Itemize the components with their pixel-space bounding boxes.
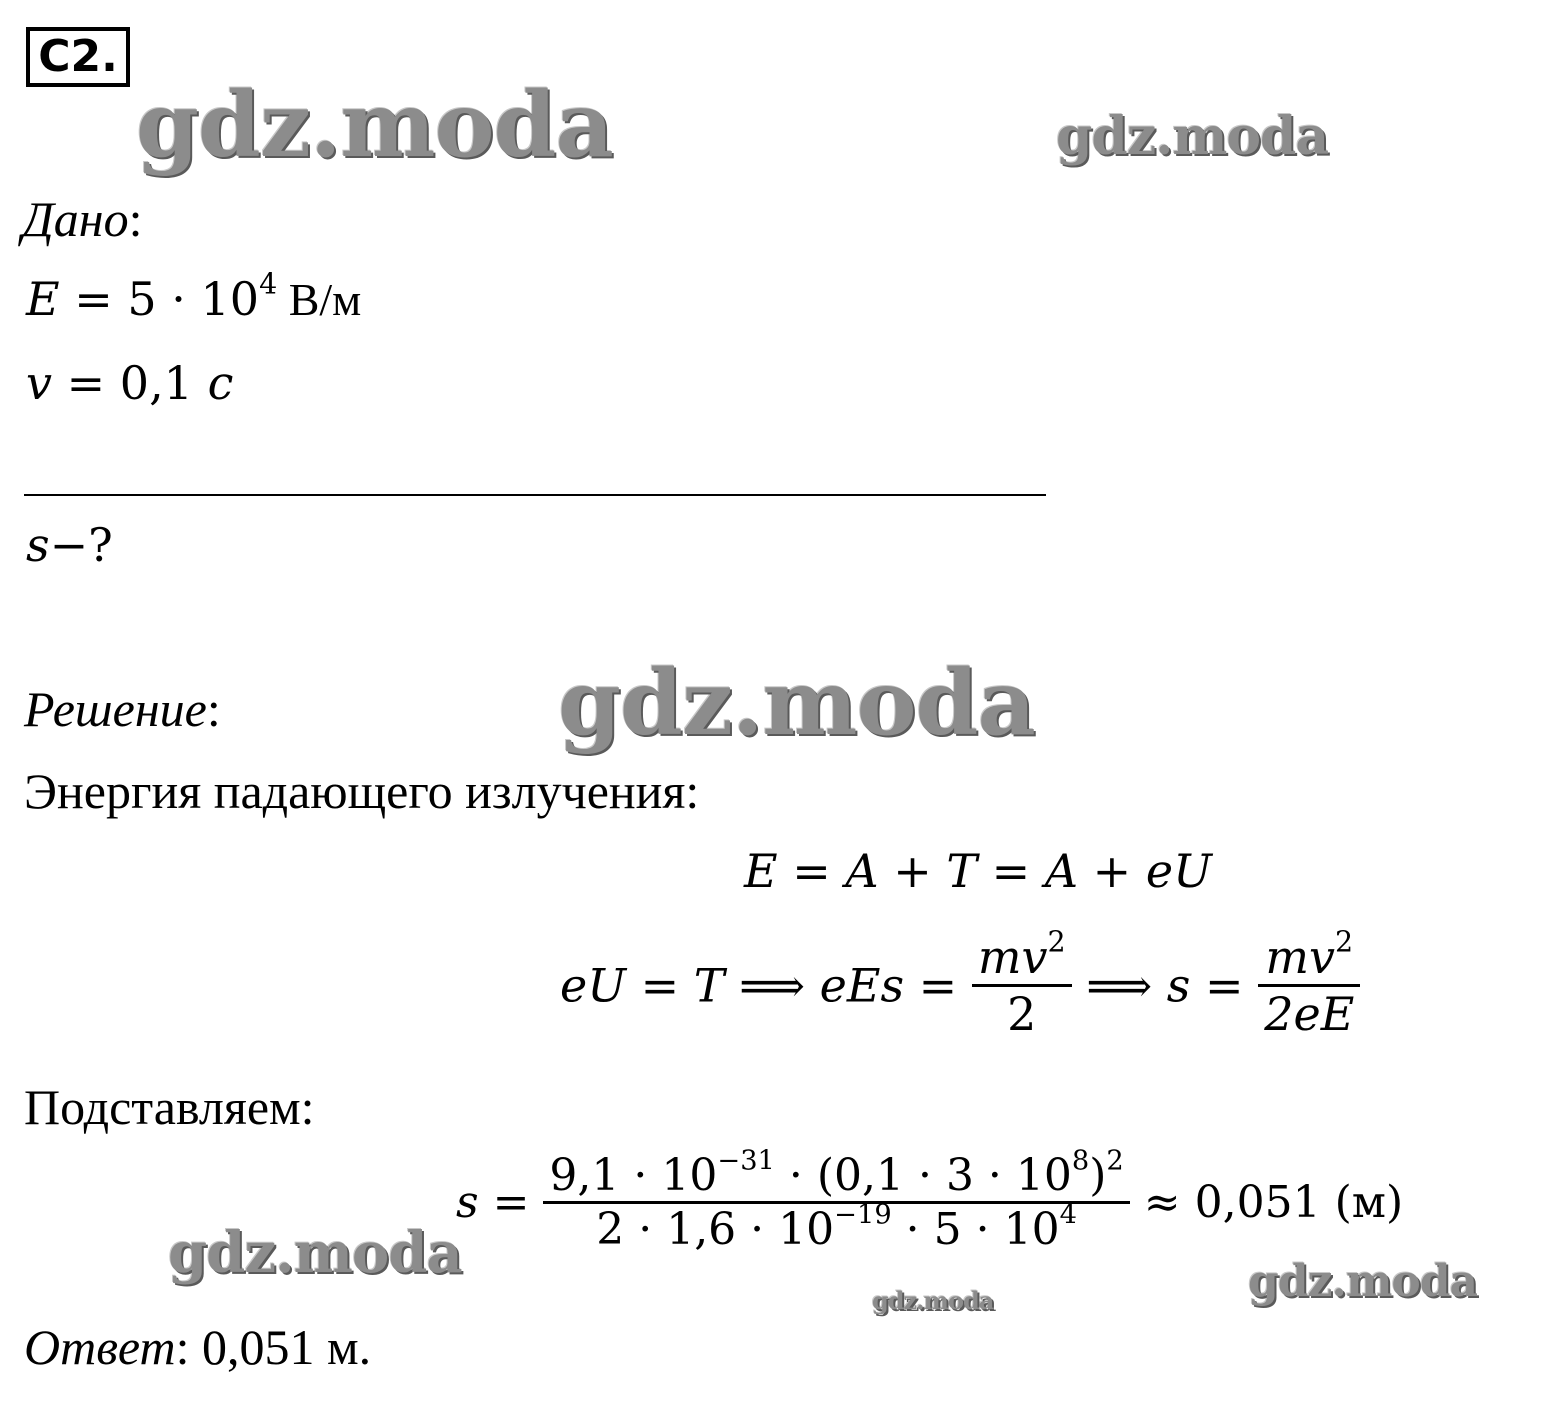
solution-text-energy: Энергия падающего излучения:	[24, 763, 700, 819]
given-heading: Дано:	[22, 191, 143, 247]
watermark-top-left: gdz.moda	[136, 72, 613, 178]
watermark-bottom-right: gdz.moda	[1248, 1256, 1478, 1307]
given-velocity: v = 0,1 c	[26, 356, 234, 410]
find-unknown: s−?	[26, 518, 113, 572]
equation-energy: E = A + T = A + eU	[744, 844, 1212, 898]
equation-result: s = $\frac{9,1 \cdot 10^{-31} \cdot (0,1 \cdot 3 \cdot 10^8)^2}{2 \cdot 1,6 \cdot 10^{-19} \cdot 5 \cdot 10^4}$ ≈ 0,051 (м)	[456, 1145, 1404, 1255]
watermark-top-right: gdz.moda	[1056, 106, 1329, 167]
solution-text-substitute: Подставляем:	[24, 1079, 315, 1135]
solution-heading: Решение:	[24, 681, 221, 737]
watermark-middle: gdz.moda	[558, 650, 1035, 756]
watermark-bottom-left: gdz.moda	[168, 1220, 462, 1286]
given-field-strength: $E = 5 \cdot 10^4$ В/м	[26, 267, 362, 326]
watermark-bottom-small: gdz.moda	[872, 1286, 994, 1315]
problem-label: С2.	[26, 27, 130, 87]
answer-line: Ответ: 0,051 м.	[24, 1319, 372, 1375]
divider-line	[24, 494, 1046, 496]
equation-distance: eU = T ⟹ eEs = $\frac{mv^2}{2}$ ⟹ s = $\frac{mv^2}{2eE}$	[560, 930, 1360, 1041]
